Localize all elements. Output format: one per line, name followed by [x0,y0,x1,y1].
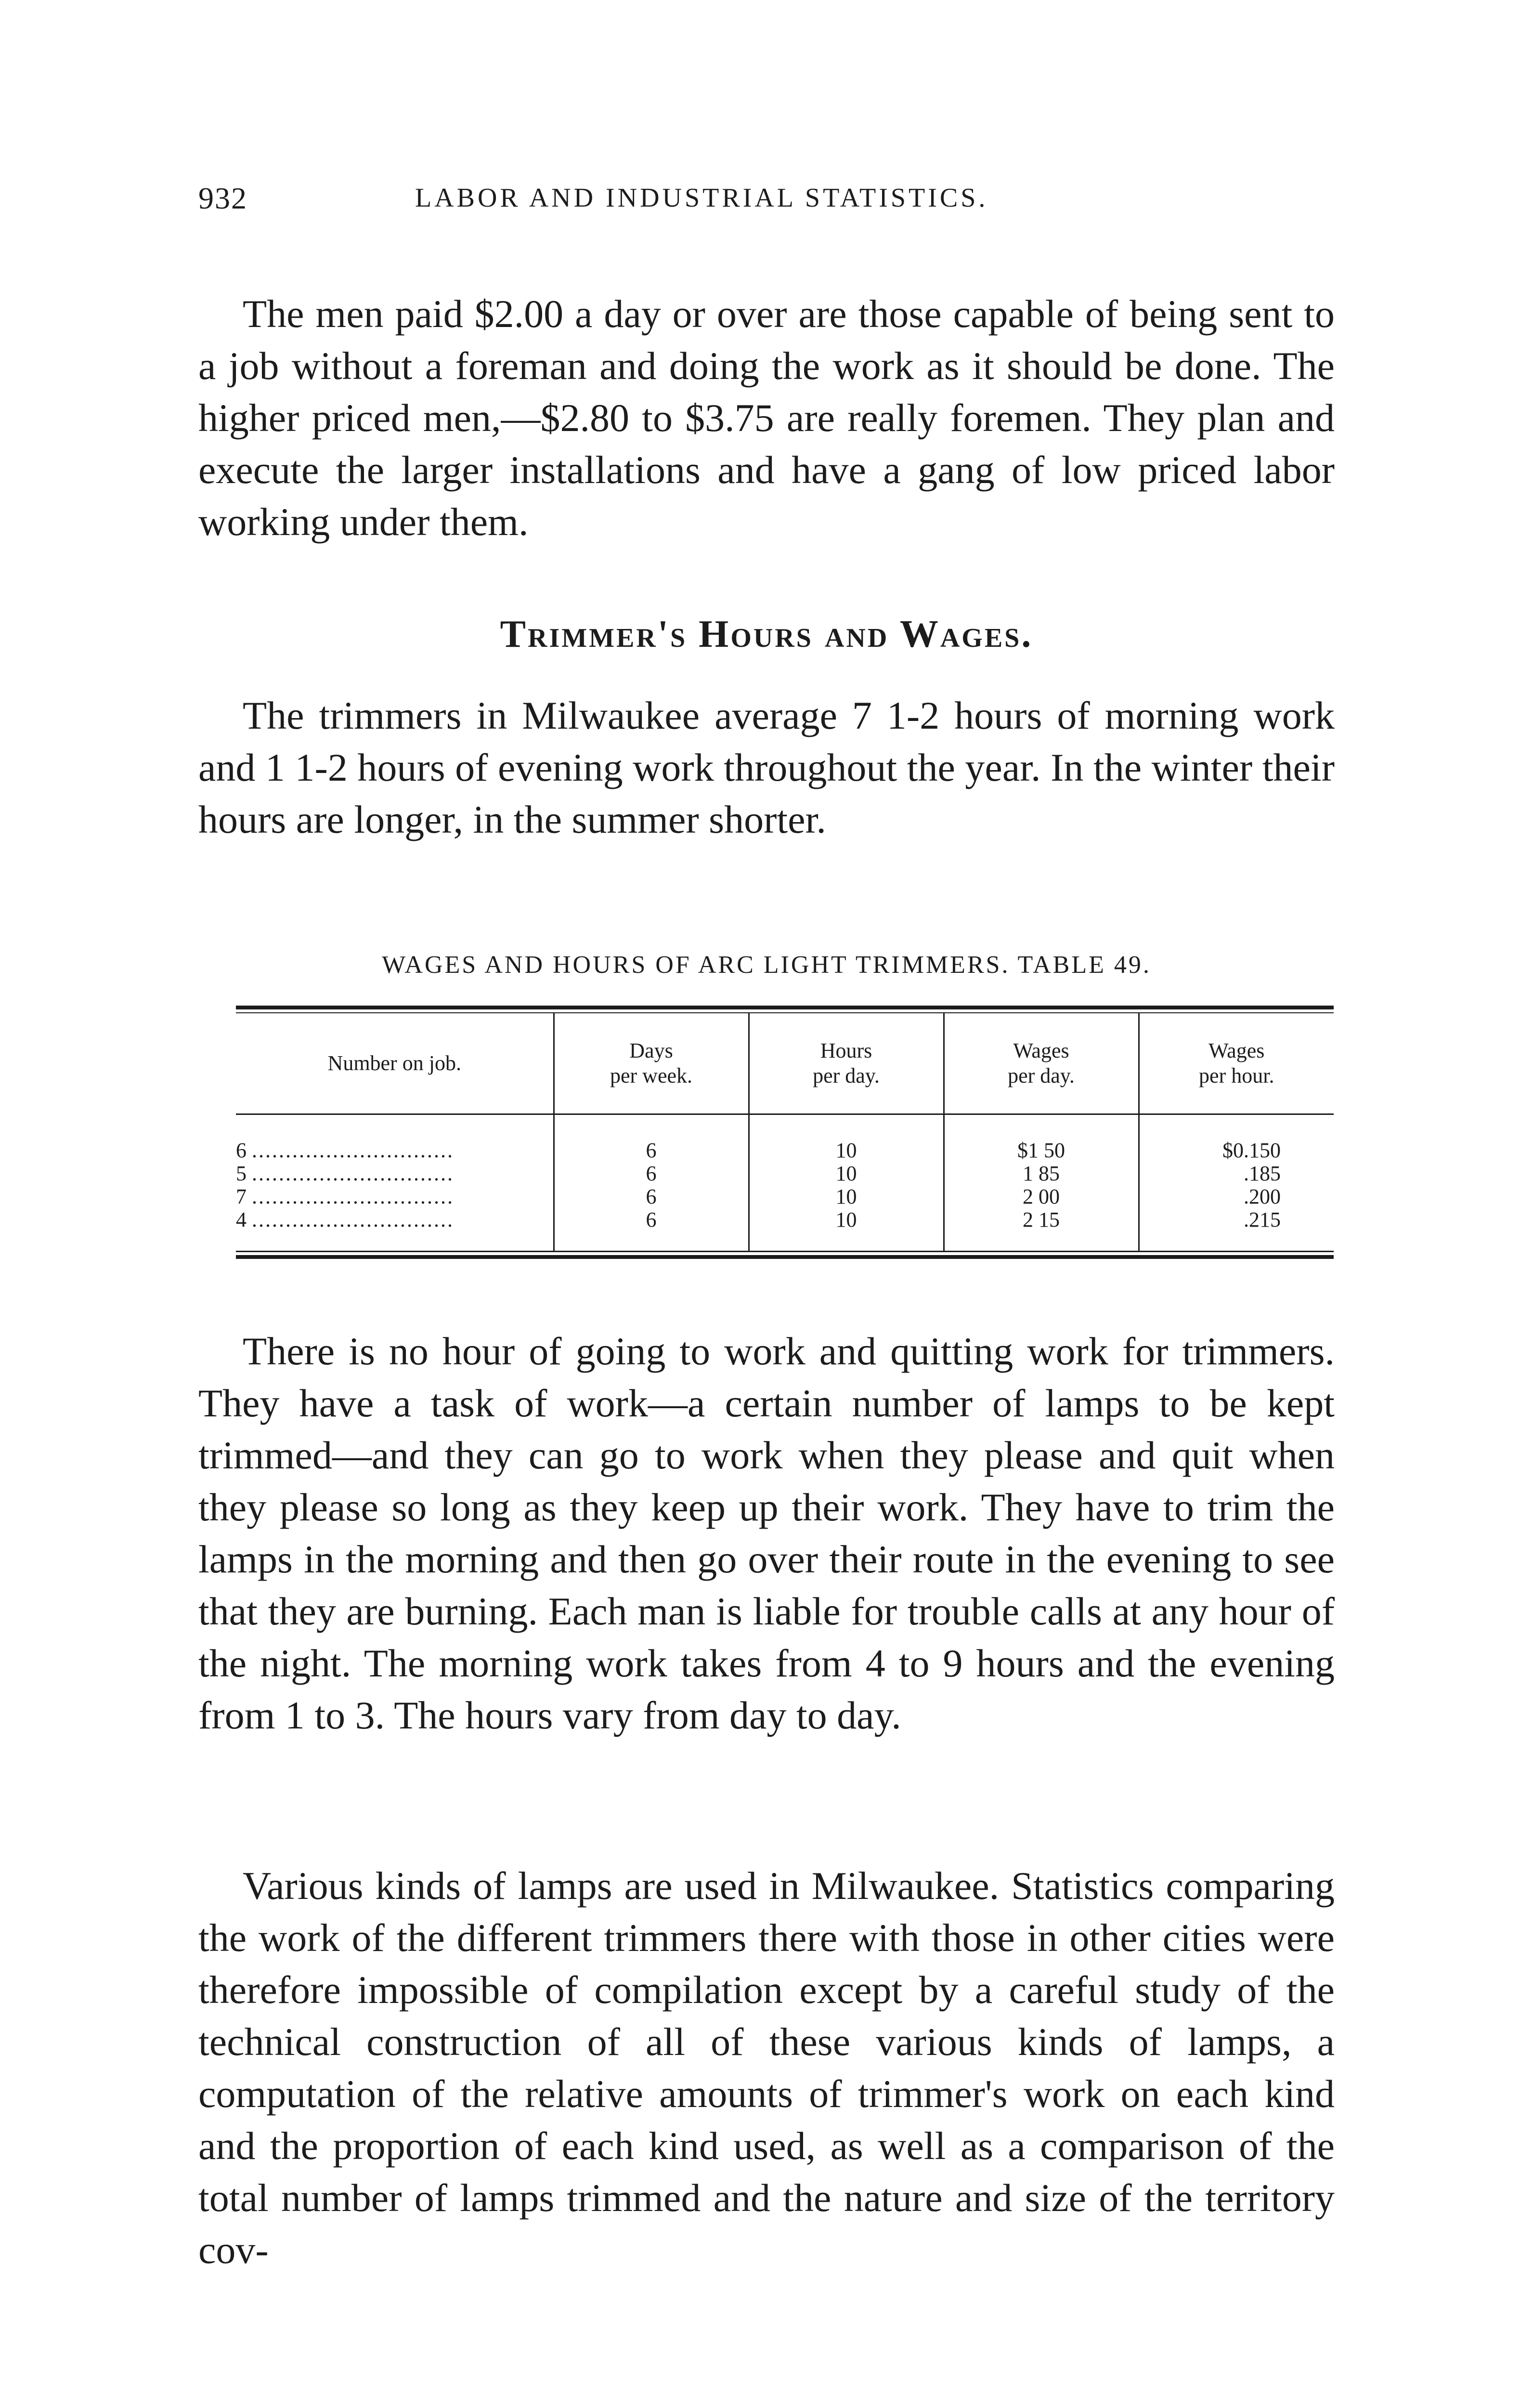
cell-hours: 10 [749,1162,944,1185]
header-days-per-week: Days per week. [554,1013,749,1114]
cell-wages-day: 2 00 [944,1185,1139,1208]
dot-leader: .............................. [252,1139,454,1162]
paragraph-foremen [198,288,1335,548]
cell-wages-hour: .185 [1139,1162,1334,1185]
table-top-rule [236,1006,1334,1013]
table-row [236,1208,1334,1251]
paragraph-text: The men paid $2.00 a day or over are those capable of being sent to a job without a foreman and doing the work as it should be done. The higher priced men,—$2.80 to $3.75 are really foremen. They plan and execute the larger installations and have a gang of low priced labor working under them. [198,292,1335,544]
cell-wages-day: 2 15 [944,1208,1139,1251]
header-hours-per-day: Hours per day. [749,1013,944,1114]
cell-days: 6 [554,1185,749,1208]
header-number-on-job: Number on job. [236,1013,554,1114]
cell-hours: 10 [749,1114,944,1163]
table-bottom-rule [236,1251,1334,1259]
table-row [236,1185,1334,1208]
dot-leader: .............................. [252,1208,454,1231]
wages-hours-table [236,1006,1334,1259]
cell-days: 6 [554,1208,749,1251]
table-caption: WAGES AND HOURS OF ARC LIGHT TRIMMERS. TABLE 49. [382,951,1151,979]
cell-wages-hour: .200 [1139,1185,1334,1208]
table-header-row [236,1013,1334,1114]
cell-wages-day: 1 85 [944,1162,1139,1185]
running-head: LABOR AND INDUSTRIAL STATISTICS. [415,183,988,213]
header-wages-per-day: Wages per day. [944,1013,1139,1114]
header-wages-per-hour: Wages per hour. [1139,1013,1334,1114]
page-header [198,181,1335,219]
dot-leader: .............................. [252,1162,454,1185]
table-grid [236,1013,1334,1251]
paragraph-trimmer-hours [198,690,1335,846]
cell-days: 6 [554,1162,749,1185]
paragraph-text: Various kinds of lamps are used in Milwaukee. Statistics comparing the work of the different trimmers there with those in other cities were therefore impossible of compilation except by a careful study of the technical construction of all of these various kinds of lamps, a computation of the relative amounts of trimmer's work on each kind and the proportion of each kind used, as well as a comparison of the total number of lamps trimmed and the nature and size of the territory cov- [198,1864,1335,2272]
cell-wages-day: $1 50 [944,1114,1139,1163]
cell-number: 5 .............................. [236,1162,454,1185]
section-title: Trimmer's Hours and Wages. [500,613,1033,655]
table-row [236,1162,1334,1185]
cell-number: 7 .............................. [236,1185,454,1208]
paragraph-trimmer-tasks [198,1325,1335,1741]
paragraph-text: There is no hour of going to work and quitting work for trimmers. They have a task of work—a certain number of lamps to be kept trimmed—and they can go to work when they please and quit when they please so long as they keep up their work. They have to trim the lamps in the morning and then go over their route in the evening to see that they are burning. Each man is liable for trouble calls at any hour of the night. The morning work takes from 4 to 9 hours and the evening from 1 to 3. The hours vary from day to day. [198,1329,1335,1737]
cell-days: 6 [554,1114,749,1163]
cell-number: 6 .............................. [236,1139,454,1162]
cell-wages-hour: .215 [1139,1208,1334,1251]
dot-leader: .............................. [252,1185,454,1208]
cell-number: 4 .............................. [236,1208,454,1231]
cell-hours: 10 [749,1208,944,1251]
page-number: 932 [198,181,247,215]
cell-hours: 10 [749,1185,944,1208]
cell-wages-hour: $0.150 [1139,1114,1334,1163]
paragraph-lamp-kinds [198,1860,1335,2276]
table-row [236,1114,1334,1163]
paragraph-text: The trimmers in Milwaukee average 7 1-2 hours of morning work and 1 1-2 hours of evening work throughout the year. In the winter their hours are longer, in the summer shorter. [198,694,1335,841]
